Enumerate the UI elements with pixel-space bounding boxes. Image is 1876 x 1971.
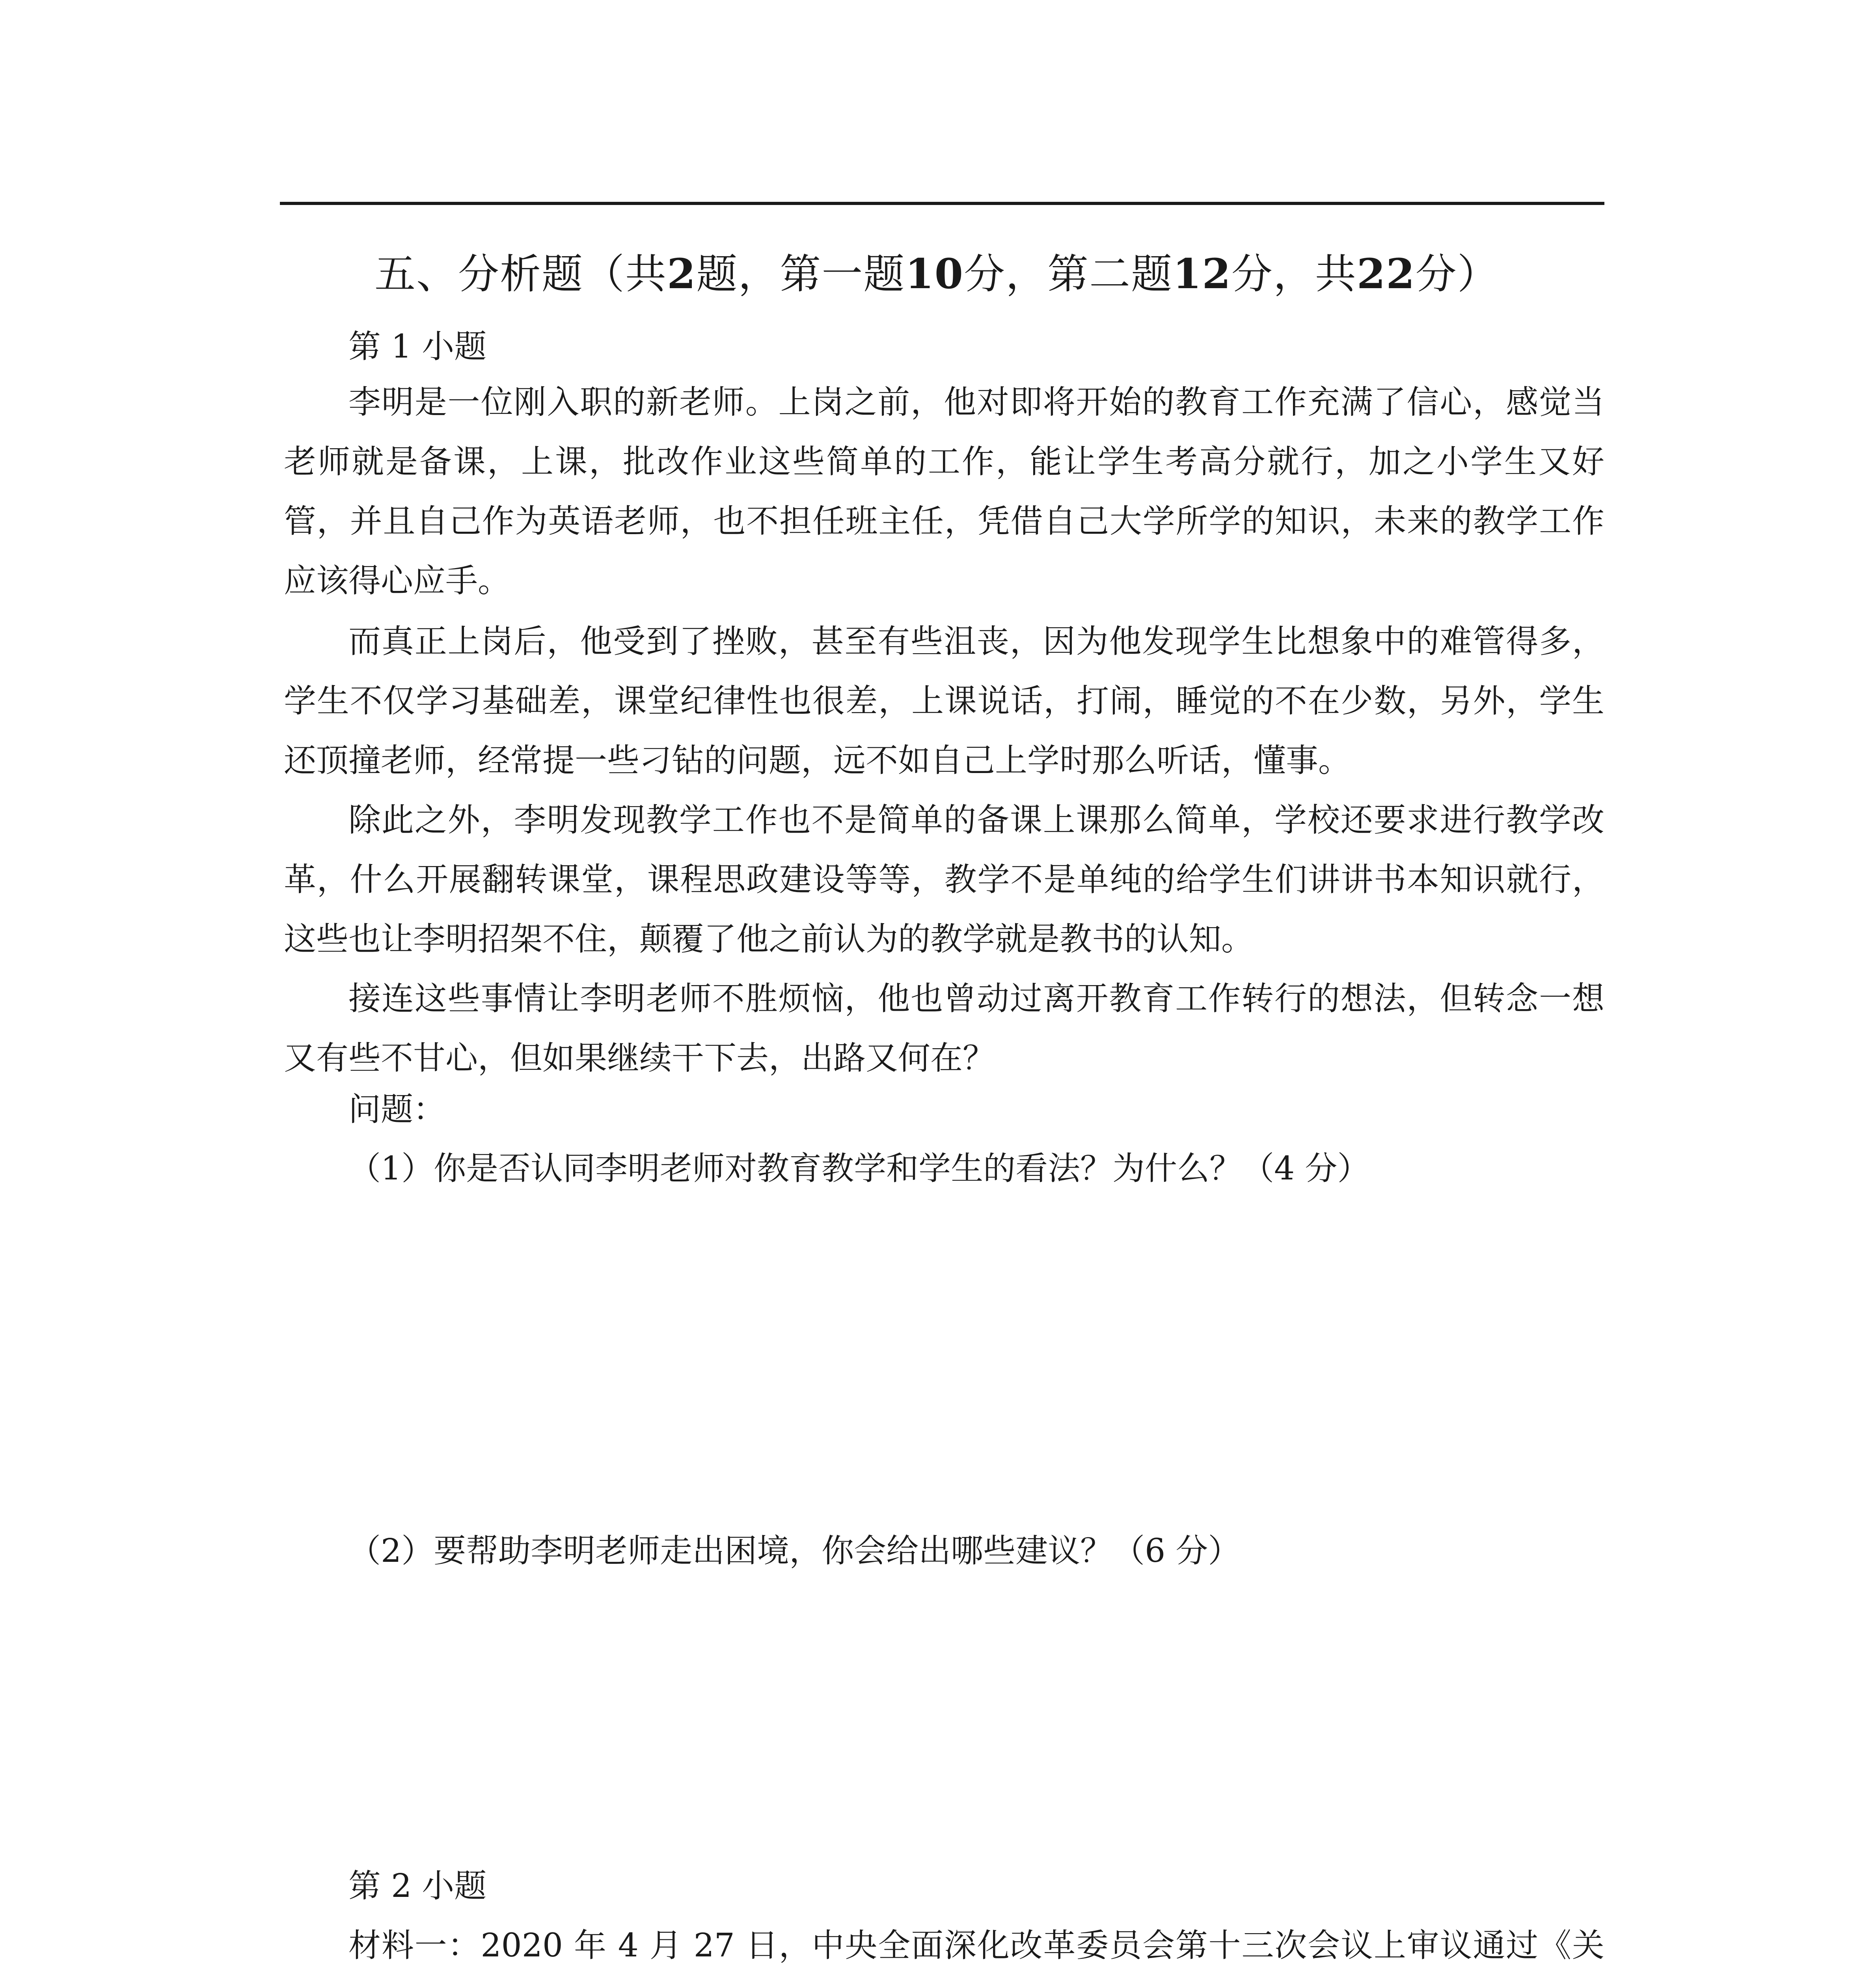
question1-paragraph-2: 而真正上岗后，他受到了挫败，甚至有些沮丧，因为他发现学生比想象中的难管得多，学生不仅学习基础差，课堂纪律性也很差，上课说话，打闹，睡觉的不在少数，另外，学生还顶撞老师，经常提一些刁钻的问题，远不如自己上学时那么听话，懂事。 — [284, 623, 1604, 779]
top-rule — [280, 202, 1604, 205]
question2-label: 第 2 小题 — [348, 1867, 487, 1905]
question1-paragraph-4: 接连这些事情让李明老师不胜烦恼，他也曾动过离开教育工作转行的想法，但转念一想又有些不甘心，但如果继续干下去，出路又何在？ — [284, 980, 1604, 1077]
question1-paragraph-3: 除此之外，李明发现教学工作也不是简单的备课上课那么简单，学校还要求进行教学改革，什么开展翻转课堂，课程思政建设等等，教学不是单纯的给学生们讲讲书本知识就行，这些也让李明招架不住，颠覆了他之前认为的教学就是教书的认知。 — [284, 801, 1604, 958]
question1-paragraph-1: 李明是一位刚入职的新老师。上岗之前，他对即将开始的教育工作充满了信心，感觉当老师就是备课，上课，批改作业这些简单的工作，能让学生考高分就行，加之小学生又好管，并且自己作为英语老师，也不担任班主任，凭借自己大学所学的知识，未来的教学工作应该得心应手。 — [284, 384, 1604, 600]
section-heading: 五、分析题（共2题，第一题10分，第二题12分，共22分） — [374, 250, 1499, 298]
sub-question-2: （2）要帮助李明老师走出困境，你会给出哪些建议？（6 分） — [348, 1532, 1241, 1570]
sub-question-1: （1）你是否认同李明老师对教育教学和学生的看法？为什么？（4 分） — [348, 1150, 1370, 1187]
question2-material-1: 材料一：2020 年 4 月 27 日，中央全面深化改革委员会第十三次会议上审议通过《关 — [348, 1927, 1604, 1964]
questions-label: 问题： — [348, 1091, 446, 1128]
question1-label: 第 1 小题 — [348, 328, 487, 365]
